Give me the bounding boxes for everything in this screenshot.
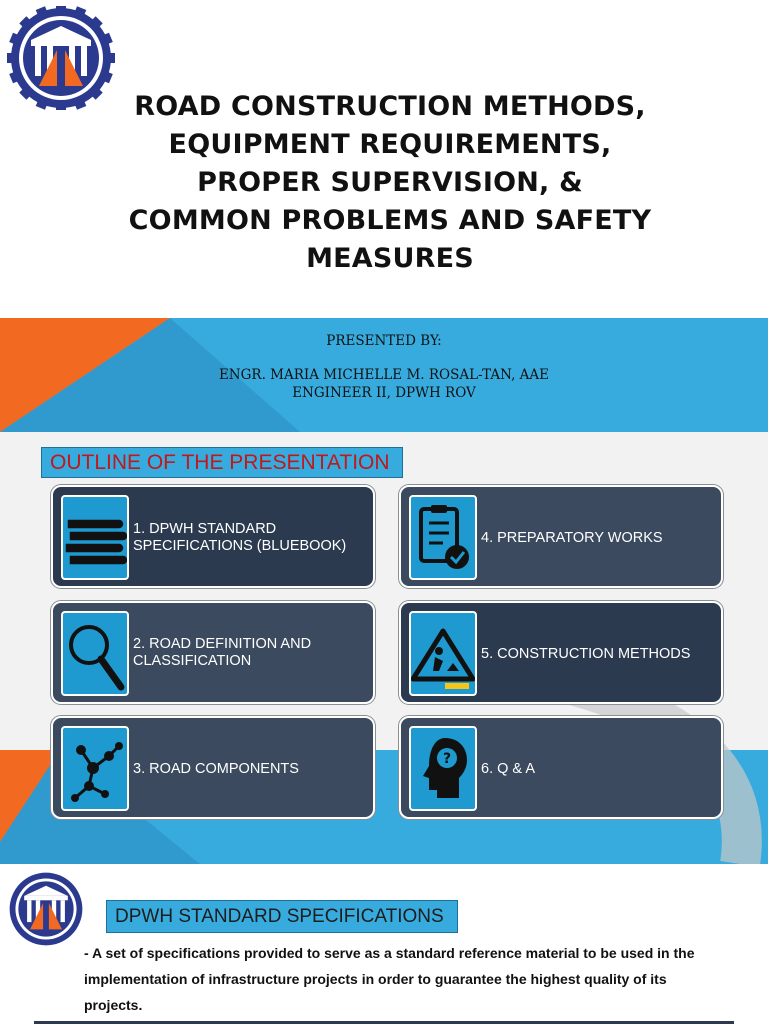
outline-item-2-label: 2. ROAD DEFINITION AND CLASSIFICATION xyxy=(133,636,312,669)
clipboard-check-icon xyxy=(411,497,475,578)
outline-item-1-label: 1. DPWH STANDARD SPECIFICATIONS (BLUEBOOK) xyxy=(133,521,347,554)
outline-item-6-label: 6. Q & A xyxy=(481,761,535,777)
title-line-4: COMMON PROBLEMS AND SAFETY xyxy=(128,205,652,236)
outline-item-3-label: 3. ROAD COMPONENTS xyxy=(133,761,299,777)
magnifier-icon-box xyxy=(61,611,129,696)
molecule-icon xyxy=(63,728,127,809)
outline-item-6[interactable] xyxy=(399,716,723,819)
head-question-icon xyxy=(411,728,475,809)
outline-item-3[interactable] xyxy=(51,716,375,819)
title-line-5: MEASURES xyxy=(306,243,474,274)
head-question-icon-box xyxy=(409,726,477,811)
specs-heading: DPWH STANDARD SPECIFICATIONS xyxy=(106,900,458,933)
clipboard-check-icon-box xyxy=(409,495,477,580)
outline-heading: OUTLINE OF THE PRESENTATION xyxy=(41,447,403,478)
svg-text:?: ? xyxy=(442,751,452,767)
outline-item-1[interactable] xyxy=(51,485,375,588)
title-line-2: EQUIPMENT REQUIREMENTS, xyxy=(168,129,612,160)
magnifier-icon xyxy=(63,613,127,694)
outline-item-4[interactable] xyxy=(399,485,723,588)
dpwh-logo-small xyxy=(6,869,86,949)
presenter-position: ENGINEER II, DPWH ROV xyxy=(292,385,476,401)
slide-title xyxy=(60,88,720,278)
title-line-3: PROPER SUPERVISION, & xyxy=(197,167,583,198)
specs-description: - A set of specifications provided to serve as a standard reference material to be used in the implementation of infrastructure projects in order to guarantee the highest quality of its projects. xyxy=(84,945,695,1013)
road-work-sign-icon xyxy=(411,613,475,694)
books-icon xyxy=(63,497,127,578)
title-line-1: ROAD CONSTRUCTION METHODS, xyxy=(134,91,646,122)
molecule-icon-box xyxy=(61,726,129,811)
outline-item-4-label: 4. PREPARATORY WORKS xyxy=(481,530,663,546)
presented-by-label: PRESENTED BY: xyxy=(326,333,442,349)
outline-item-5[interactable] xyxy=(399,601,723,704)
books-icon-box xyxy=(61,495,129,580)
outline-item-2[interactable] xyxy=(51,601,375,704)
road-work-sign-icon-box xyxy=(409,611,477,696)
presenter-name: ENGR. MARIA MICHELLE M. ROSAL-TAN, AAE xyxy=(218,367,550,383)
outline-item-5-label: 5. CONSTRUCTION METHODS xyxy=(481,646,691,662)
